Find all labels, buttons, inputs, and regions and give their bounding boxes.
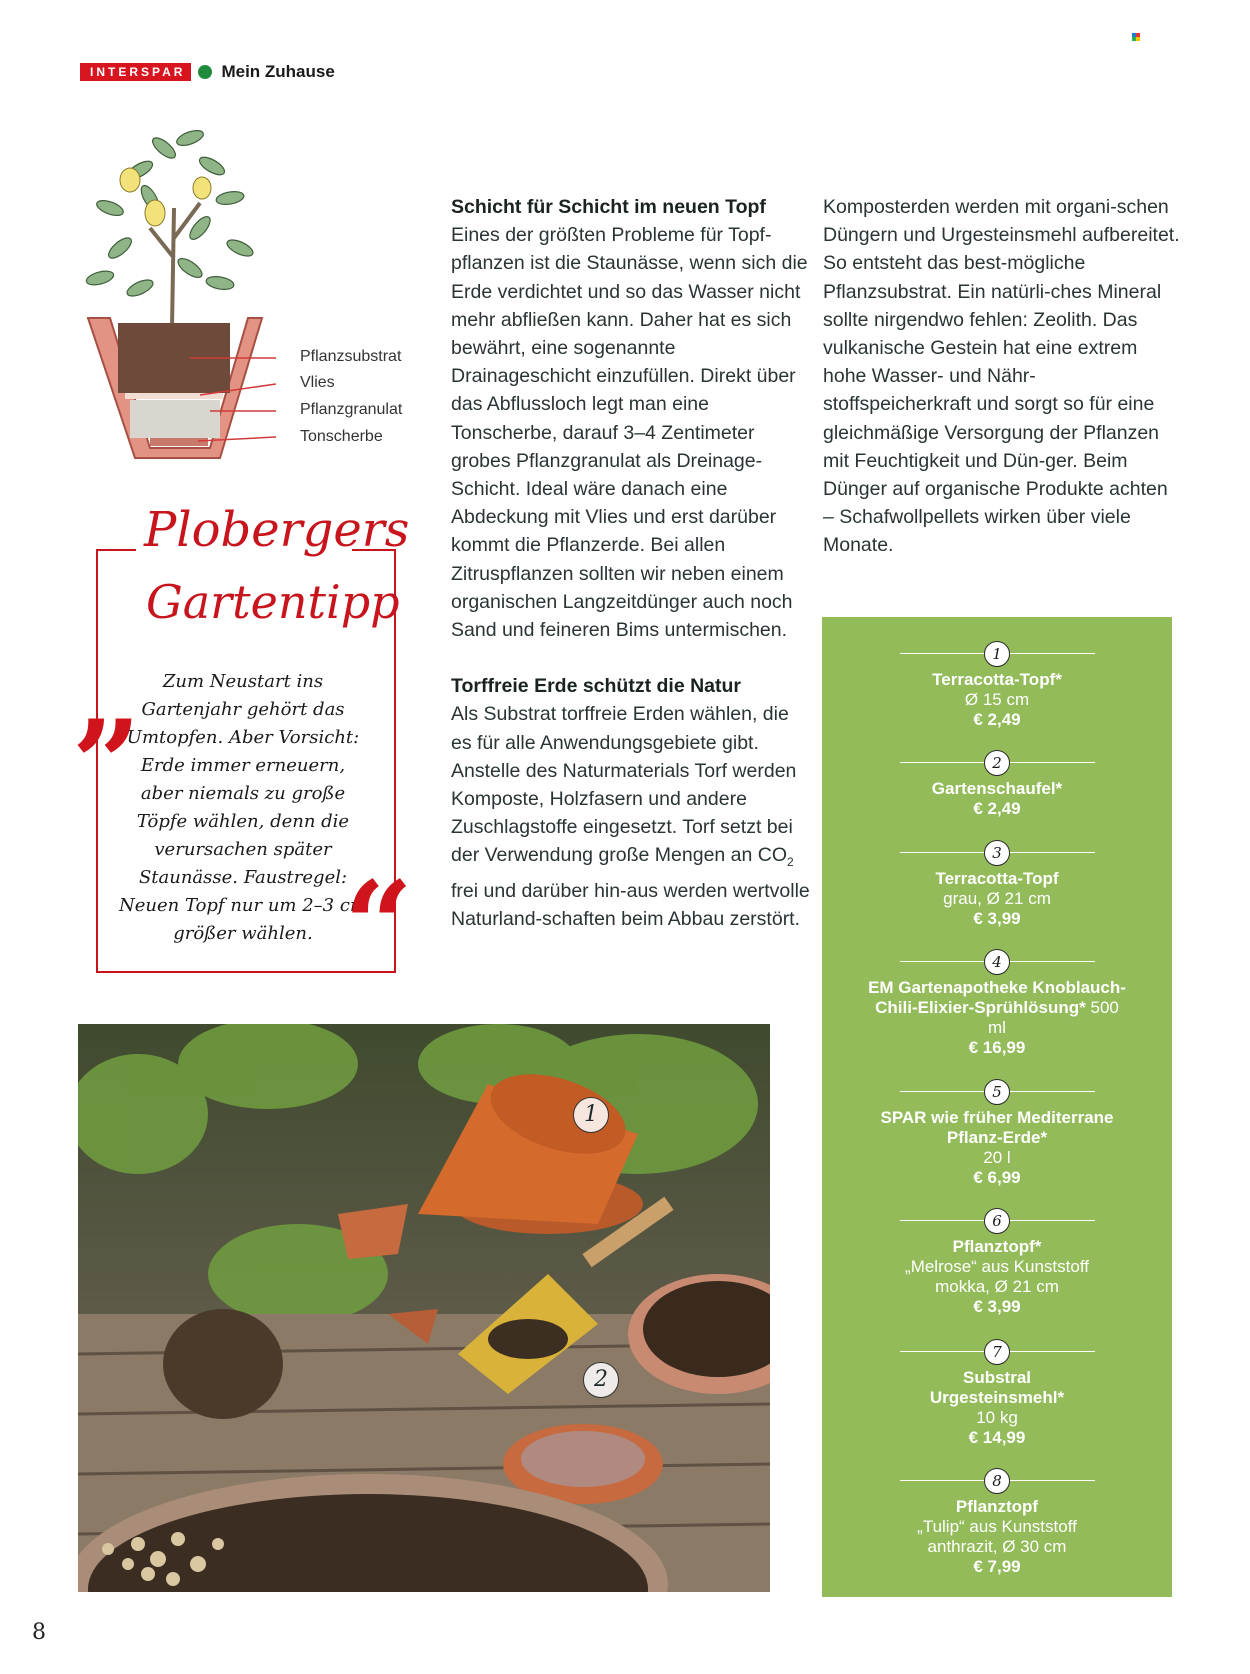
product-number: 1 <box>984 641 1010 667</box>
brand-header <box>80 62 335 82</box>
product-price: € 7,99 <box>973 1557 1021 1576</box>
product-panel <box>822 617 1172 1597</box>
body-paragraph: Eines der größten Probleme für Topf-pflanzen ist die Staunässe, wenn sich die Erde verdichtet und so das Wasser nicht mehr abfließen kann. Daher hat es sich bewährt, eine sogenannte Drainageschicht einzufüllen. Direkt über das Abflussloch legt man eine Tonscherbe, darauf 3–4 Zentimeter grobes Pflanzgranulat als Dreinage-Schicht. Ideal wäre danach eine Abdeckung mit Vlies und erst darüber kommt die Pflanzerde. Bei allen Zitruspflanzen sollten wir neben einem organischen Langzeitdünger auch noch Sand und feineren Bims untermischen. <box>451 224 808 642</box>
photo-marker: 2 <box>583 1362 619 1398</box>
page-number: 8 <box>32 1620 46 1645</box>
pot-layers-diagram <box>80 108 440 488</box>
product-item <box>822 1208 1172 1317</box>
product-name: SPAR wie früher Mediterrane Pflanz-Erde* <box>880 1108 1114 1147</box>
product-name: Terracotta-Topf <box>935 869 1059 888</box>
print-mark-icon <box>1132 33 1140 41</box>
section-heading: Torffreie Erde schützt die Natur <box>451 675 742 698</box>
product-detail: Ø 15 cm <box>964 690 1030 709</box>
open-quote-icon: „ <box>74 625 144 766</box>
product-number: 3 <box>984 840 1010 866</box>
product-item <box>822 840 1172 929</box>
product-item <box>822 641 1172 730</box>
product-item <box>822 1079 1172 1188</box>
product-item <box>822 1468 1172 1577</box>
diagram-label: Tonscherbe <box>300 428 383 445</box>
product-number: 4 <box>984 949 1010 975</box>
middle-column <box>451 193 811 933</box>
tip-title-line2: Gartentipp <box>146 575 400 629</box>
tip-box-top-left-rule <box>96 549 136 551</box>
right-column <box>823 193 1183 560</box>
product-name: Substral Urgesteinsmehl* <box>929 1368 1065 1407</box>
photo-marker: 1 <box>573 1097 609 1133</box>
product-number: 6 <box>984 1208 1010 1234</box>
section-heading: Schicht für Schicht im neuen Topf <box>451 196 766 218</box>
product-item <box>822 949 1172 1058</box>
body-paragraph: Als Substrat torffreie Erden wählen, die es für alle Anwendungsgebiete gibt. Anstelle des Naturmaterials Torf werden Komposte, Holzfasern und andere Zuschlagstoffe eingesetzt. Torf setzt bei der Verwendung große Mengen an $CO_2$ frei und darüber hin-aus werden wertvolle Naturland-schaften beim Abbau zerstört. <box>451 703 810 930</box>
diagram-label: Pflanzgranulat <box>300 401 403 418</box>
garden-photo <box>78 1024 770 1592</box>
close-quote-icon: “ <box>344 855 414 996</box>
product-item <box>822 750 1172 819</box>
product-price: € 6,99 <box>973 1168 1021 1187</box>
body-paragraph: Komposterden werden mit organi-schen Düngern und Urgesteinsmehl aufbereitet. So entsteht das best-mögliche Pflanzsubstrat. Ein natürli-ches Mineral sollte nirgendwo fehlen: Zeolith. Das vulkanische Gestein hat eine extrem hohe Wasser- und Nähr-stoffspeicherkraft und sorgt so für eine gleichmäßige Versorgung der Pflanzen mit Feuchtigkeit und Dün-ger. Beim Dünger auf organische Produkte achten – Schafwollpellets wirken über viele Monate. <box>823 196 1180 557</box>
product-detail: 10 kg <box>976 1408 1018 1427</box>
product-name: EM Gartenapotheke Knoblauch-Chili-Elixier-Sprühlösung* <box>868 978 1126 1017</box>
product-detail: 20 l <box>983 1148 1011 1167</box>
product-detail: „Melrose“ aus Kunststoff mokka, Ø 21 cm <box>905 1257 1089 1296</box>
tip-text: Zum Neustart ins Gartenjahr gehört das Umtopfen. Aber Vorsicht: Erde immer erneuern, aber niemals zu große Töpfe wählen, denn die verursachen später Staunässe. Faustregel: Neuen Topf nur um 2–3 cm größer wählen. <box>119 671 367 944</box>
product-name: Pflanztopf <box>955 1497 1039 1516</box>
diagram-label: Pflanzsubstrat <box>300 348 402 365</box>
tip-title-line1: Plobergers <box>144 502 410 558</box>
product-detail: „Tulip“ aus Kunststoff anthrazit, Ø 30 cm <box>917 1517 1077 1556</box>
brand-logo: INTERSPAR <box>80 63 191 81</box>
product-name: Pflanztopf* <box>952 1237 1042 1256</box>
lemon-tree-illustration <box>80 108 440 488</box>
product-item <box>822 1339 1172 1448</box>
product-price: € 2,49 <box>973 710 1021 729</box>
diagram-label: Vlies <box>300 374 335 391</box>
product-price: € 16,99 <box>968 1038 1026 1057</box>
spar-logo-icon <box>197 64 213 80</box>
product-name: Terracotta-Topf* <box>932 670 1062 689</box>
product-number: 2 <box>984 750 1010 776</box>
product-price: € 3,99 <box>973 909 1021 928</box>
section-title: Mein Zuhause <box>221 62 335 81</box>
product-price: € 2,49 <box>973 799 1021 818</box>
product-price: € 14,99 <box>968 1428 1026 1447</box>
product-number: 8 <box>984 1468 1010 1494</box>
product-name: Gartenschaufel* <box>931 779 1063 798</box>
product-price: € 3,99 <box>973 1297 1021 1316</box>
product-number: 7 <box>984 1339 1010 1365</box>
product-detail: grau, Ø 21 cm <box>943 889 1051 908</box>
potting-scene-image <box>78 1024 770 1592</box>
product-detail: 500 ml <box>988 998 1119 1037</box>
product-number: 5 <box>984 1079 1010 1105</box>
